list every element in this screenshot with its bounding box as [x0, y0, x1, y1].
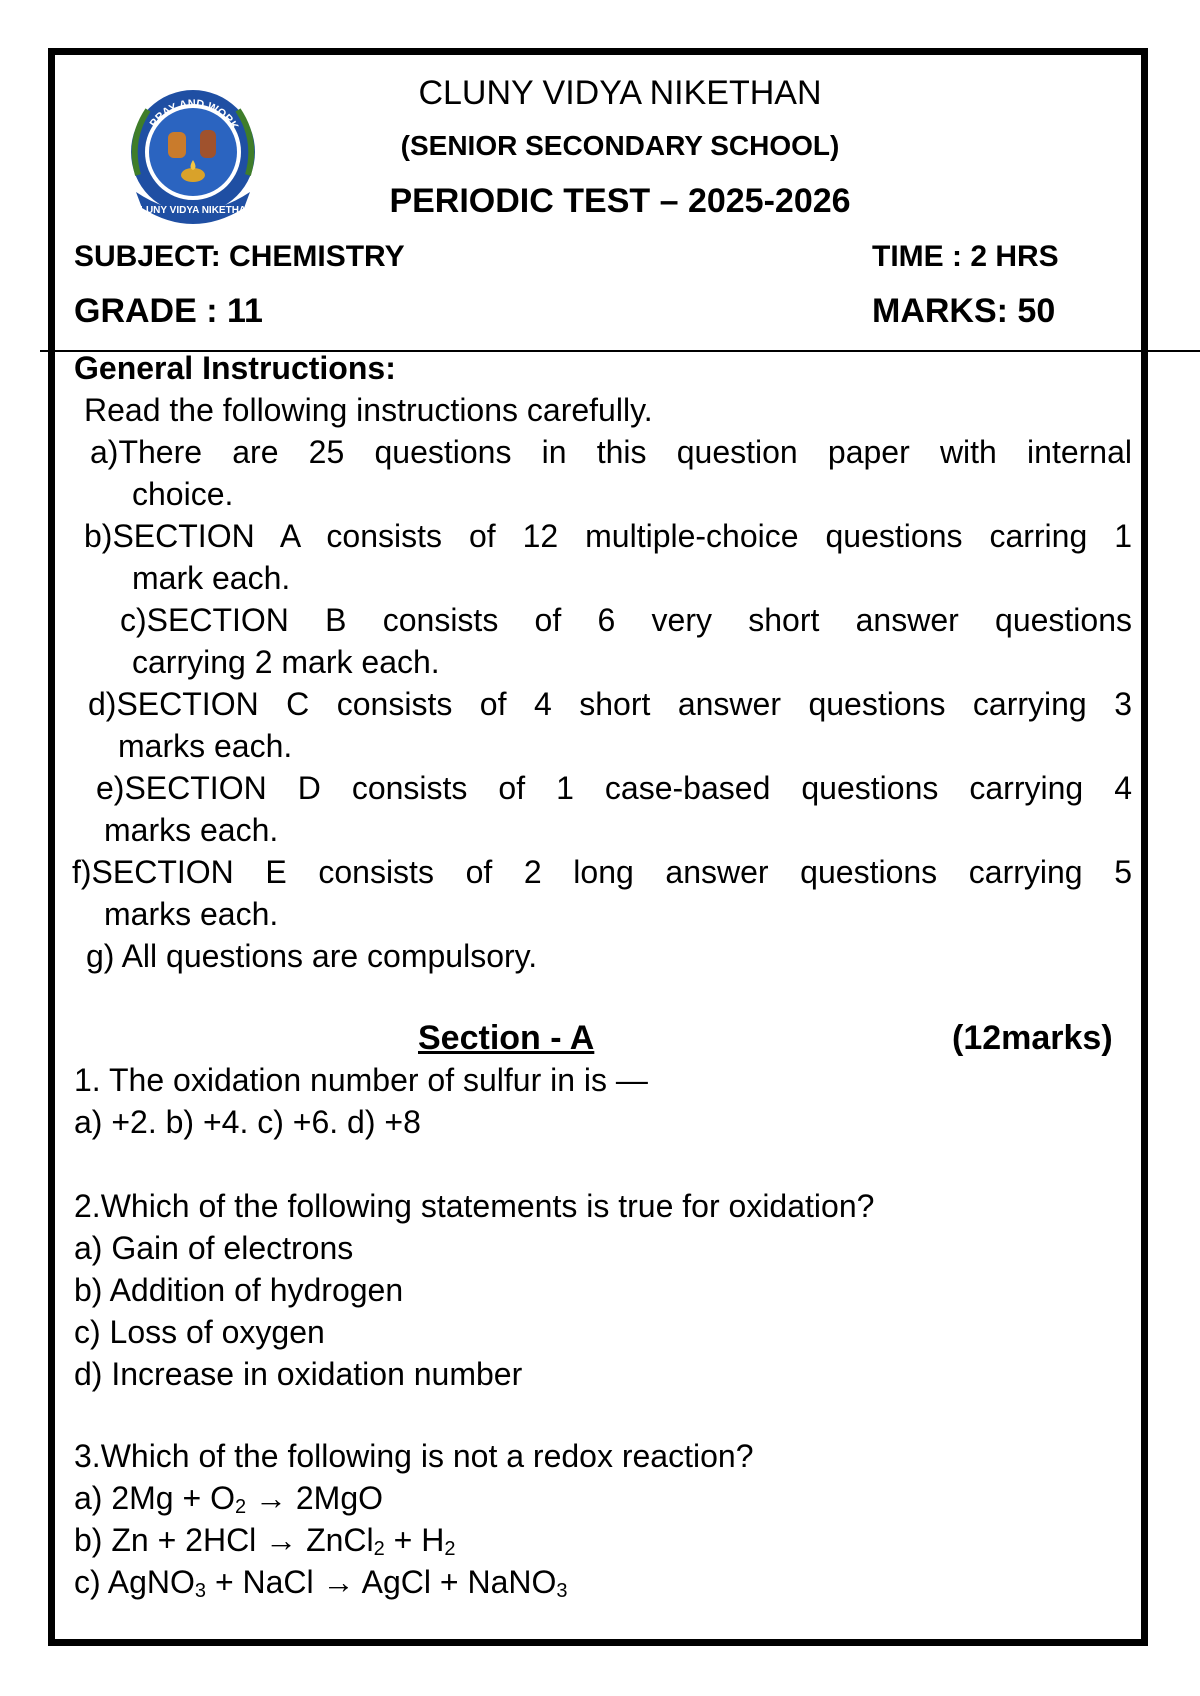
subject-label: SUBJECT: CHEMISTRY [74, 240, 405, 273]
instruction-a-line2: choice. [132, 476, 234, 512]
question-2-option-b: b) Addition of hydrogen [74, 1272, 404, 1308]
marks-label: MARKS: 50 [872, 292, 1056, 330]
instruction-a-line1: a)There are 25 questions in this question paper with internal [90, 434, 1132, 470]
instruction-f-line2: marks each. [104, 896, 279, 932]
svg-text:PRAY AND WORK: PRAY AND WORK [147, 97, 241, 133]
question-1: 1. The oxidation number of sulfur in is — [74, 1062, 648, 1098]
instruction-e-line2: marks each. [104, 812, 279, 848]
question-1-options: a) +2. b) +4. c) +6. d) +8 [74, 1104, 421, 1140]
instructions-intro: Read the following instructions carefully. [84, 392, 653, 428]
svg-text:CLUNY VIDYA NIKETHAN: CLUNY VIDYA NIKETHAN [132, 205, 254, 216]
school-type: (SENIOR SECONDARY SCHOOL) [400, 130, 840, 161]
question-3-option-c: c) AgNO$_3$ + NaCl → AgCl + NaNO$_3$ [74, 1564, 568, 1602]
school-logo [118, 80, 268, 230]
instruction-c-line2: carrying 2 mark each. [132, 644, 440, 680]
instruction-d-line2: marks each. [118, 728, 293, 764]
question-2-option-a: a) Gain of electrons [74, 1230, 354, 1266]
time-label: TIME : 2 HRS [872, 240, 1059, 273]
test-title: PERIODIC TEST – 2025-2026 [389, 182, 851, 220]
instruction-f-line1: f)SECTION E consists of 2 long answer questions carrying 5 [72, 854, 1132, 890]
question-3-option-b: b) Zn + 2HCl → ZnCl$_2$ + $H_2$ [74, 1522, 456, 1560]
instruction-b-line1: b)SECTION A consists of 12 multiple-choice questions carring 1 [84, 518, 1132, 554]
section-a-marks: (12marks) [952, 1019, 1113, 1057]
instruction-b-line2: mark each. [132, 560, 291, 596]
grade-label: GRADE : 11 [74, 292, 263, 330]
instructions-heading: General Instructions: [74, 350, 396, 386]
section-a-title: Section - A [418, 1019, 595, 1057]
question-2: 2.Which of the following statements is true for oxidation? [74, 1188, 875, 1224]
question-3-option-a: a) $2Mg + O_2 \to 2MgO$ [74, 1480, 383, 1518]
question-3: 3.Which of the following is not a redox reaction? [74, 1438, 754, 1474]
instruction-c-line1: c)SECTION B consists of 6 very short answer questions [120, 602, 1132, 638]
instruction-e-line1: e)SECTION D consists of 1 case-based questions carrying 4 [96, 770, 1132, 806]
question-2-option-c: c) Loss of oxygen [74, 1314, 325, 1350]
school-name: CLUNY VIDYA NIKETHAN [418, 74, 822, 112]
instruction-d-line1: d)SECTION C consists of 4 short answer questions carrying 3 [88, 686, 1132, 722]
instruction-g: g) All questions are compulsory. [86, 938, 538, 974]
question-2-option-d: d) Increase in oxidation number [74, 1356, 523, 1392]
